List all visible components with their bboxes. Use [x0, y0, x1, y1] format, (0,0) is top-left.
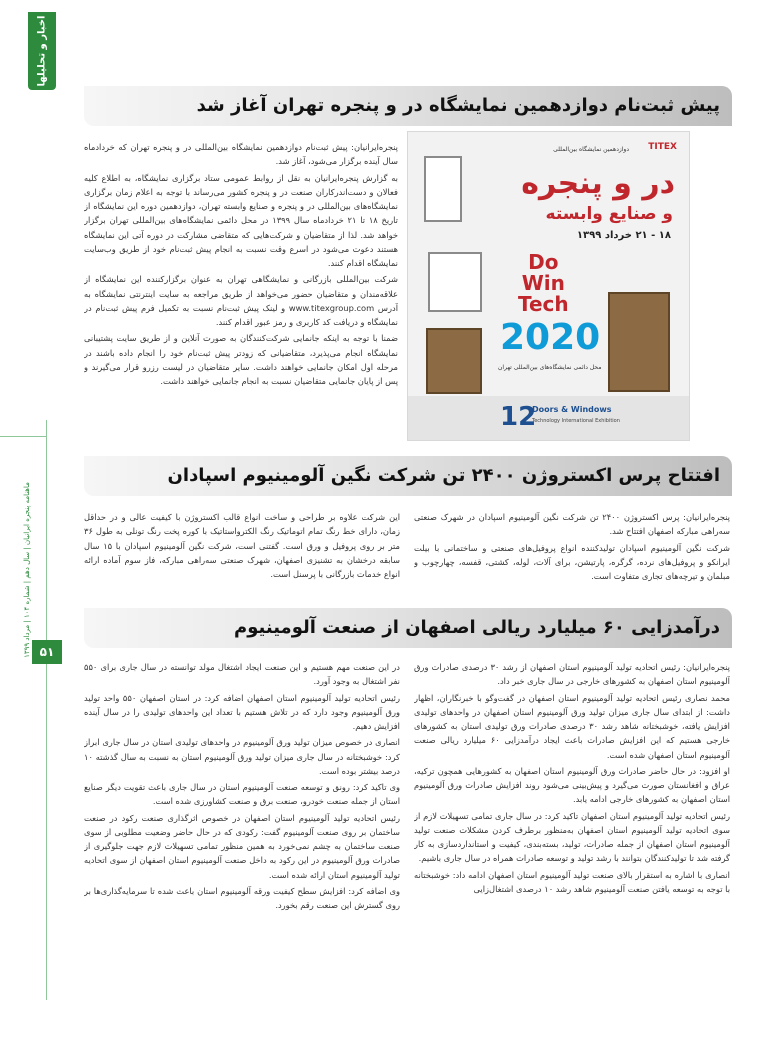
- issue-info-text: ماهنامه پنجره ایرانیان | سال دهم | شماره ۱۰۴ | مرداد ۱۳۹۹: [23, 482, 31, 658]
- article3-header: [84, 608, 732, 648]
- door-illustration: [426, 328, 482, 394]
- poster-logo: TITEX: [648, 142, 677, 152]
- paragraph: در این صنعت مهم هستیم و این صنعت ایجاد اشتغال مولد توانسته در سال جاری برای ۵۵۰ نفر اشتغال به وجود آورد.: [84, 662, 400, 687]
- window-illustration: [424, 156, 462, 222]
- paragraph: محمد نصاری رئیس اتحادیه تولید آلومینیوم استان اصفهان در گفت‌وگو با خبرنگاران، اظهار داشت: از ابتدای سال جاری میزان تولید ورق آلومینیوم استان اصفهان در واحدهای تولیدی افزایش یافته، خوشبختانه شاهد رشد ۳۰ درصدی صادرات ورق تولیدی استان به کشورهای خارجی هستیم که این افزایش صادرات باعث ایجاد درآمدزایی ۶۰ میلیارد ریالی صنعت آلومینیوم استان اصفهان شده است.: [414, 692, 730, 760]
- poster-footer-subtitle: Technology International Exhibition: [532, 418, 620, 424]
- article3-title: درآمدزایی ۶۰ میلیارد ریالی اصفهان از صنعت آلومینیوم: [234, 617, 720, 638]
- poster-footer-number: 12: [500, 402, 537, 432]
- exhibition-poster: [407, 131, 690, 441]
- dwt-line2: Win: [521, 271, 565, 295]
- poster-title-line1: در و پنجره: [521, 166, 675, 201]
- door-illustration: [608, 292, 670, 392]
- paragraph: شرکت نگین آلومینیوم اسپادان تولیدکننده انواع پروفیل‌های صنعتی و ساختمانی با بیلت ایرانکو و پروفیل‌های نرده، گرگره، پارتیشن، برای آلات، لوله، کشتی، قفسه، چهارچوب و مبلمان و تیرچه‌های تجاری متفاوت است.: [414, 542, 730, 582]
- poster-venue: محل دائمی نمایشگاه‌های بین‌المللی تهران: [498, 364, 602, 371]
- article1-title: پیش ثبت‌نام دوازدهمین نمایشگاه در و پنجره تهران آغاز شد: [196, 95, 720, 116]
- poster-subtitle: دوازدهمین نمایشگاه بین‌المللی: [553, 146, 629, 153]
- paragraph: رئیس اتحادیه تولید آلومینیوم استان اصفهان اضافه کرد: در استان اصفهان ۵۵۰ واحد تولید ورق آلومینیوم وجود دارد که در تلاش هستیم با تعداد این واحدهای تولیدی را در سال آینده افزایش دهیم.: [84, 692, 400, 732]
- paragraph: به گزارش پنجره‌ایرانیان به نقل از روابط عمومی ستاد برگزاری نمایشگاه، به اطلاع کلیه فعالان و دست‌اندرکاران صنعت در و پنجره کشور می‌رساند با توجه به اعلام زمان برگزاری نمایشگاه‌های بین‌المللی در و پنجره و صنایع وابسته تهران، دوازدهمین دوره این نمایشگاه از تاریخ ۱۸ تا ۲۱ خردادماه سال ۱۳۹۹ در محل دائمی نمایشگاه‌های بین‌المللی تهران برگزار خواهد شد. لذا از متقاضیان و شرکت‌هایی که متقاضی مشارکت در دوره آتی این نمایشگاه هستند دعوت می‌شود در اسرع وقت نسبت به انجام پیش ثبت‌نام خود از طریق وب‌سایت نمایشگاه اقدام کنند.: [84, 172, 398, 269]
- paragraph: وی تاکید کرد: رونق و توسعه صنعت آلومینیوم استان در سال جاری باعث تقویت دیگر صنایع استان از جمله صنعت خودرو، صنعت برق و صنعت کشاورزی شده است.: [84, 782, 400, 807]
- article2-header: [84, 456, 732, 496]
- paragraph: رئیس اتحادیه تولید آلومینیوم استان اصفهان در خصوص اثرگذاری صنعت رکود در صنعت ساختمان بر روی صنعت آلومینیوم گفت: رکودی که در حال حاضر وضعیت مطلوبی از سوی صنعت ساختمان به چشم نمی‌خورد به همین منظور تمامی تسهیلات لازم جهت جلوگیری از صادرات ورق آلومینیوم در این رکود به داخل صنعت آلومینیوم استان اصفهان از سوی اتحادیه تولید آلومینیوم استان ارائه شده است.: [84, 812, 400, 880]
- article3-column-right: [414, 660, 730, 1032]
- paragraph: شرکت بین‌المللی بازرگانی و نمایشگاهی تهران به عنوان برگزارکننده این نمایشگاه از علاقه‌مندان و متقاضیان حضور می‌خواهد از طریق مراجعه به سایت اینترنتی نمایشگاه به آدرس www.titexgroup.com و لینک پیش ثبت‌نام نسبت به تکمیل فرم پیش ثبت‌نام در نمایشگاه و دریافت کد کاربری و رمز عبور اقدام کنند.: [84, 274, 398, 328]
- article2-column-right: [414, 510, 730, 596]
- paragraph: پنجره‌ایرانیان: رئیس اتحادیه تولید آلومینیوم استان اصفهان از رشد ۳۰ درصدی صادرات ورق آلومینیوم استان اصفهان به کشورهای خارجی در سال جاری خبر داد.: [414, 662, 730, 687]
- poster-footer-title: Doors & Windows: [532, 405, 612, 414]
- dwt-line1: Do: [528, 250, 559, 274]
- paragraph: رئیس اتحادیه تولید آلومینیوم استان اصفهان تاکید کرد: در سال جاری تمامی تسهیلات لازم از سوی اتحادیه تولید آلومینیوم استان اصفهان به‌منظور برطرف کردن مشکلات صنعت تولید آلومینیوم استان اصفهان از جمله صادرات، تولید، بسته‌بندی، کیفیت و استانداردسازی به کار گرفته شد تا تولیدکنندگان بتوانند با رشد تولید و توسعه صادرات همراه در سال جاری باشیم.: [414, 810, 730, 864]
- paragraph: وی اضافه کرد: افزایش سطح کیفیت ورقه آلومینیوم استان باعث شده تا سرمایه‌گذاری‌ها بر روی گسترش این صنعت رقم بخورد.: [84, 885, 400, 911]
- section-tab: [28, 12, 56, 90]
- window-illustration: [428, 252, 482, 312]
- side-divider: [46, 420, 47, 1000]
- poster-year: 2020: [500, 317, 601, 358]
- article3-column-left: [84, 660, 400, 1032]
- side-divider-horizontal: [0, 436, 46, 437]
- paragraph: او افزود: در حال حاضر صادرات ورق آلومینیوم استان اصفهان به کشورهایی همچون ترکیه، عراق و افغانستان صورت می‌گیرد و پیش‌بینی می‌شود روند افزایش صادرات ورق آلومینیوم استان اصفهان به کشورهای خارجی ادامه یابد.: [414, 765, 730, 805]
- paragraph: این شرکت علاوه بر طراحی و ساخت انواع قالب اکستروژن با کیفیت عالی و در حداقل زمان، دارای خط رنگ تمام اتوماتیک رنگ الکترواستاتیک با کوره پخت رنگ تونلی به طول ۳۶ متر بر روی پروفیل و ورق است. گفتنی است، شرکت نگین آلومینیوم اسپادان با ۱۵ سال سابقه درخشان به تشنیزی اصفهان، شهرک صنعتی سه‌راهی مبارکه، فاز سوم آماده ارائه انواع خدمات بازرگانی با پرسنل است.: [84, 512, 400, 580]
- poster-title-line2: و صنایع وابسته: [545, 204, 673, 224]
- poster-date: ۱۸ - ۲۱ خرداد ۱۳۹۹: [576, 230, 671, 241]
- paragraph: پنجره‌ایرانیان: پیش ثبت‌نام دوازدهمین نمایشگاه بین‌المللی در و پنجره تهران که خردادماه سال آینده برگزار می‌شود، آغاز شد.: [84, 142, 398, 167]
- paragraph: انصاری در خصوص میزان تولید ورق آلومینیوم در واحدهای تولیدی استان در سال جاری ابراز کرد: خوشبختانه در سال جاری میزان تولید ورق آلومینیوم استان به نسبت به سال گذشته ۱۰ درصد بیشتر بوده است.: [84, 737, 400, 776]
- article1-header: [84, 86, 732, 126]
- article2-column-left: [84, 510, 400, 596]
- article1-body: [84, 140, 398, 440]
- article2-title: افتتاح پرس اکستروژن ۲۴۰۰ تن شرکت نگین آلومینیوم اسپادان: [167, 465, 720, 486]
- page-number: ۵۱: [32, 640, 62, 664]
- poster-footer: [408, 396, 689, 440]
- paragraph: انصاری با اشاره به استقرار بالای صنعت تولید آلومینیوم استان اصفهان ادامه داد: خوشبختانه با توجه به توسعه یافتن صنعت آلومینیوم شاهد رشد ۱۰ درصدی اشتغال‌زایی: [414, 869, 730, 894]
- poster-dowintech: [518, 252, 569, 315]
- paragraph: پنجره‌ایرانیان: پرس اکستروژن ۲۴۰۰ تن شرکت نگین آلومینیوم اسپادان در شهرک صنعتی سه‌راهی مبارکه اصفهان افتتاح شد.: [414, 512, 730, 537]
- paragraph: ضمنا با توجه به اینکه جانمایی شرکت‌کنندگان به صورت آنلاین و از طریق سایت پشتیبانی نمایشگاه انجام می‌پذیرد، متقاضیانی که زودتر پیش ثبت‌نام خود را انجام داده باشند در مرحله اول امکان جانمایی خواهند داشت. سایر متقاضیان در لیست رزرو قرار می‌گیرند و پس از پایان جانمایی متقاضیان نسبت به انجام جانمایی خواهند داشت.: [84, 333, 398, 387]
- dwt-line3: Tech: [518, 292, 569, 316]
- section-tab-label: اخبار و تحلیلها: [36, 15, 48, 87]
